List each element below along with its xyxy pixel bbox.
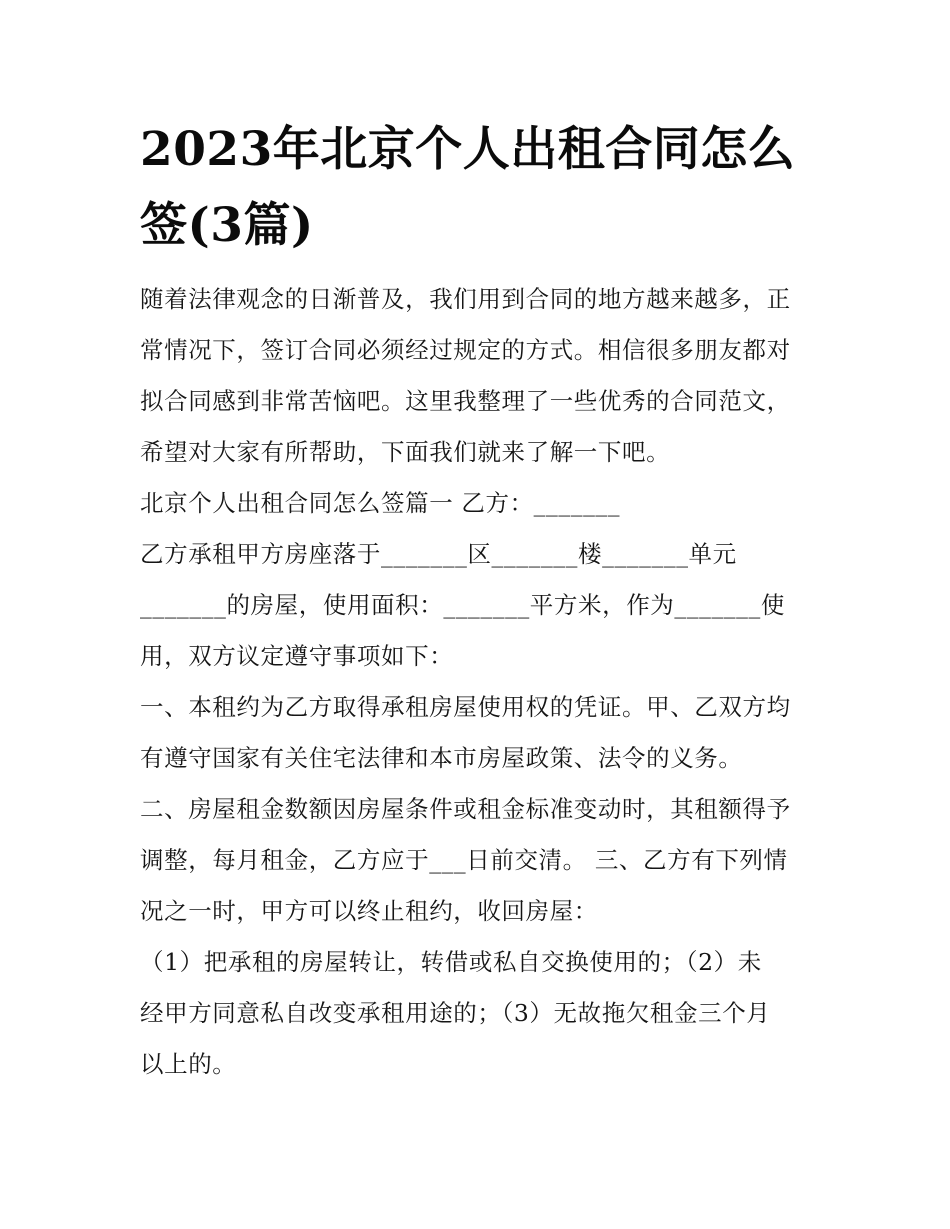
clause-line: 一、本租约为乙方取得承租房屋使用权的凭证。甲、乙双方均 [140,693,791,721]
body-text-line: 用，双方议定遵守事项如下： [140,642,454,670]
body-text-line: 常情况下，签订合同必须经过规定的方式。相信很多朋友都对 [140,336,791,364]
clause-line: 有遵守国家有关住宅法律和本市房屋政策、法令的义务。 [140,744,743,772]
title-line: 2023年北京个人出租合同怎么 [140,122,796,177]
clause-line: 以上的。 [140,1050,237,1078]
section-heading-line: 北京个人出租合同怎么签篇一 乙方：_______ [140,489,621,517]
clause-line: 经甲方同意私自改变承租用途的；（3）无故拖欠租金三个月 [140,999,771,1027]
clause-line: 况之一时，甲方可以终止租约，收回房屋： [140,897,598,925]
body-text-line: 希望对大家有所帮助，下面我们就来了解一下吧。 [140,438,671,466]
title-line: 签(3篇) [140,198,314,253]
clause-line: （1）把承租的房屋转让，转借或私自交换使用的；（2）未 [140,948,762,976]
clause-line: 调整，每月租金，乙方应于___日前交清。 三、乙方有下列情 [140,846,788,874]
document-title [140,112,820,264]
body-text-line: 拟合同感到非常苦恼吧。这里我整理了一些优秀的合同范文， [140,387,791,415]
body-text-line: 乙方承租甲方房座落于_______区_______楼_______单元 [140,540,737,568]
body-text-line: 随着法律观念的日渐普及，我们用到合同的地方越来越多，正 [140,285,791,313]
clause-line: 二、房屋租金数额因房屋条件或租金标准变动时，其租额得予 [140,795,791,823]
body-text-line: _______的房屋，使用面积：_______平方米，作为_______使 [140,591,785,619]
